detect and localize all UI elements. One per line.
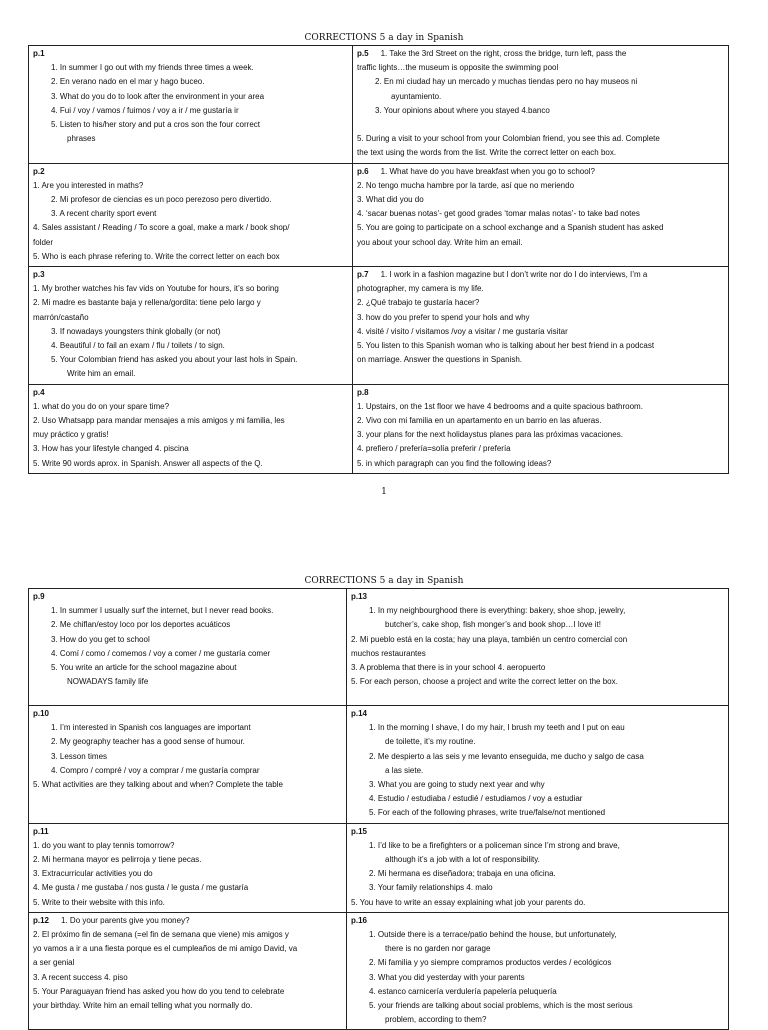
list-item: 2. Vivo con mi familia en un apartamento en un barrio en las afueras. [357, 416, 602, 426]
table-row [29, 589, 729, 706]
list-item: 1. What have do you have breakfast when you go to school? [380, 166, 595, 176]
list-item: 2. Mi profesor de ciencias es un poco perezoso pero divertido. [51, 195, 272, 205]
list-item: 2. Uso Whatsapp para mandar mensajes a mis amigos y mi familia, les [33, 416, 285, 426]
list-item: 1. In summer I usually surf the internet, but I never read books. [51, 606, 274, 616]
cell-left [29, 706, 347, 824]
list-item: 3. A problema that there is in your school 4. aeropuerto [351, 663, 546, 673]
list-item: 1. I’d like to be a firefighters or a policeman since I’m strong and brave, [369, 840, 620, 850]
page-label: p.10 [33, 709, 50, 718]
list-item: Write him an email. [67, 369, 136, 379]
list-item: 4. prefiero / prefería=solía preferir / prefería [357, 444, 511, 454]
list-item: 5. in which paragraph can you find the following ideas? [357, 458, 552, 468]
page-label: p.4 [33, 387, 45, 397]
list-item: 5. For each of the following phrases, write true/false/not mentioned [369, 808, 606, 818]
list-item: muchos restaurantes [351, 648, 426, 658]
cell-right [353, 267, 729, 385]
page-label: p.6 [357, 166, 369, 176]
list-item: 2. Me despierto a las seis y me levanto enseguida, me ducho y salgo de casa [369, 751, 644, 761]
list-item: marrón/castaño [33, 312, 89, 322]
cell-right [353, 163, 729, 266]
list-item: 3. What did you do [357, 195, 424, 205]
list-item: 5. For each person, choose a project and write the correct letter on the box. [351, 677, 618, 687]
list-item: 1. I’m interested in Spanish cos languages are important [51, 723, 251, 733]
list-item: 3. A recent success 4. piso [33, 972, 128, 982]
list-item: 3. Extracurricular activities you do [33, 869, 153, 879]
list-item: 3. Your opinions about where you stayed 4.banco [375, 105, 550, 115]
page-title: CORRECTIONS 5 a day in Spanish [304, 33, 464, 43]
list-item: 5. You listen to this Spanish woman who is talking about her best friend in a podcast [357, 341, 655, 351]
page-label: p.12 [33, 915, 50, 925]
list-item: 4. Compro / compré / voy a comprar / me gustaría comprar [51, 765, 260, 775]
corrections-table-1 [28, 45, 729, 474]
list-item: 2. Mi madre es bastante baja y rellena/gordita: tiene pelo largo y [33, 298, 261, 308]
page-label: p.11 [33, 826, 49, 836]
list-item: 1. do you want to play tennis tomorrow? [33, 840, 175, 850]
list-item: problem, according to them? [385, 1015, 487, 1025]
list-item: 4. Me gusta / me gustaba / nos gusta / le gusta / me gustaría [33, 883, 249, 893]
cell-left [29, 267, 353, 385]
list-item: ayuntamiento. [391, 91, 442, 101]
list-item: 3. A recent charity sport event [51, 209, 157, 219]
label-line [33, 914, 342, 928]
list-item: folder [33, 237, 54, 247]
list-item: 2. En verano nado en el mar y hago buceo. [51, 77, 205, 87]
list-item: 3. If nowadays youngsters think globally (or not) [51, 326, 221, 336]
list-item: 1. Do your parents give you money? [61, 915, 190, 925]
list-item: 3. How has your lifestyle changed 4. piscina [33, 444, 189, 454]
list-item: 4. estanco carnicería verdulería papelería peluquería [369, 986, 557, 996]
list-item: 1. My brother watches his fav vids on Youtube for hours, it’s so boring [33, 284, 279, 294]
list-item: 5. What activities are they talking about and when? Complete the table [33, 780, 283, 790]
cell-left [29, 589, 347, 706]
table-row [29, 384, 729, 473]
list-item: 4. Beautiful / to fail an exam / flu / toilets / to sign. [51, 341, 225, 351]
list-item: 3. What you did yesterday with your parents [369, 972, 525, 982]
list-item: 5. Listen to his/her story and put a cros son the four correct [51, 120, 260, 130]
list-item: 5. Your Colombian friend has asked you about your last hols in Spain. [51, 355, 298, 365]
list-item: 2. Mi hermana es diseñadora; trabaja en una oficina. [369, 869, 556, 879]
list-item: although it’s a job with a lot of responsibility. [385, 855, 540, 865]
list-item: a ser genial [33, 958, 75, 968]
list-item: muy práctico y gratis! [33, 430, 109, 440]
table-row [29, 267, 729, 385]
cell-left [29, 46, 353, 164]
list-item: 5. During a visit to your school from your Colombian friend, you see this ad. Complete [357, 134, 660, 144]
list-item: NOWADAYS family life [67, 677, 149, 687]
page-label: p.3 [33, 270, 45, 280]
table-row [29, 46, 729, 164]
list-item: 2. Mi pueblo está en la costa; hay una playa, también un centro comercial con [351, 634, 628, 644]
list-item: 1. Are you interested in maths? [33, 180, 144, 190]
cell-right [347, 912, 729, 1030]
page-label: p.7 [357, 270, 369, 280]
list-item: 3. What you are going to study next year and why [369, 780, 545, 790]
list-item: 4. Estudio / estudiaba / estudié / estudiamos / voy a estudiar [369, 794, 583, 804]
list-item: 1. Outside there is a terrace/patio behind the house, but unfortunately, [369, 930, 617, 940]
list-item: there is no garden nor garage [385, 944, 491, 954]
page-label: p.1 [33, 49, 45, 58]
list-item: 4. Fui / voy / vamos / fuimos / voy a ir / me gustaría ir [51, 105, 239, 115]
list-item: phrases [67, 134, 96, 144]
list-item: 4. visité / visito / visitamos /voy a visitar / me gustaría visitar [357, 326, 568, 336]
list-item: 2. My geography teacher has a good sense of humour. [51, 737, 245, 747]
list-item: 1. In summer I go out with my friends three times a week. [51, 63, 254, 73]
list-item: 5. Write to their website with this info. [33, 897, 165, 907]
list-item: 5. You have to write an essay explaining what job your parents do. [351, 897, 586, 907]
list-item: 2. En mi ciudad hay un mercado y muchas tiendas pero no hay museos ni [375, 77, 638, 87]
cell-left [29, 384, 353, 473]
page-label: p.9 [33, 592, 45, 601]
page-number: 1 [381, 487, 387, 497]
list-item: 2. Mi familia y yo siempre compramos productos verdes / ecológicos [369, 958, 612, 968]
table-row [29, 163, 729, 266]
list-item: 1. In the morning I shave, I do my hair, I brush my teeth and I put on eau [369, 723, 625, 733]
list-item: photographer, my camera is my life. [357, 284, 484, 294]
list-item: 2. No tengo mucha hambre por la tarde, así que no meriendo [357, 180, 575, 190]
list-item: you about your school day. Write him an email. [357, 237, 523, 247]
cell-left [29, 163, 353, 266]
cell-right [347, 823, 729, 912]
label-line [357, 268, 724, 282]
list-item: 4. Sales assistant / Reading / To score a goal, make a mark / book shop/ [33, 223, 290, 233]
list-item: a las siete. [385, 765, 424, 775]
list-item: 2. Me chiflan/estoy loco por los deportes acuáticos [51, 620, 231, 630]
page-label: p.14 [351, 709, 368, 718]
cell-left [29, 823, 347, 912]
label-line [357, 47, 724, 61]
list-item: 2. ¿Qué trabajo te gustaría hacer? [357, 298, 480, 308]
list-item: 5. You are going to participate on a school exchange and a Spanish student has asked [357, 223, 664, 233]
list-item: yo vamos a ir a una fiesta porque es el cumpleaños de mi amigo David, va [33, 944, 298, 954]
list-item: butcher’s, cake shop, fish monger’s and book shop…I love it! [385, 620, 601, 630]
list-item: 1. Take the 3rd Street on the right, cross the bridge, turn left, pass the [380, 49, 627, 58]
page-label: p.16 [351, 915, 368, 925]
list-item: 1. I work in a fashion magazine but I don’t write nor do I do interviews, I’m a [380, 270, 648, 280]
list-item: 1. what do you do on your spare time? [33, 401, 170, 411]
list-item: de toilette, it’s my routine. [385, 737, 476, 747]
list-item: 3. your plans for the next holidaystus planes para las próximas vacaciones. [357, 430, 623, 440]
list-item: 4. ‘sacar buenas notas’- get good grades ‘tomar malas notas’- to take bad notes [357, 209, 640, 219]
list-item: 2. Mi hermana mayor es pelirroja y tiene pecas. [33, 855, 202, 865]
list-item: 3. What do you do to look after the environment in your area [51, 91, 265, 101]
list-item: 3. Your family relationships 4. malo [369, 883, 493, 893]
table-row [29, 823, 729, 912]
list-item: 1. In my neighbourghood there is everything: bakery, shoe shop, jewelry, [369, 606, 626, 616]
list-item: 5. You write an article for the school magazine about [51, 663, 237, 673]
cell-right [347, 589, 729, 706]
cell-right [347, 706, 729, 824]
list-item: 5. your friends are talking about social problems, which is the most serious [369, 1001, 633, 1011]
cell-left [29, 912, 347, 1030]
list-item: 5. Write 90 words aprox. in Spanish. Answer all aspects of the Q. [33, 458, 263, 468]
list-item: 1. Upstairs, on the 1st floor we have 4 bedrooms and a quite spacious bathroom. [357, 401, 643, 411]
list-item: 4. Comí / como / comemos / voy a comer / me gustaría comer [51, 648, 271, 658]
list-item: 3. How do you get to school [51, 634, 150, 644]
list-item: 2. El próximo fin de semana (=el fin de semana que viene) mis amigos y [33, 930, 289, 940]
corrections-table-2 [28, 588, 729, 1030]
list-item: 5. Your Paraguayan friend has asked you how do you tend to celebrate [33, 986, 285, 996]
list-item: 3. Lesson times [51, 751, 108, 761]
list-item: your birthday. Write him an email telling what you normally do. [33, 1001, 253, 1011]
list-item: the text using the words from the list. Write the correct letter on each box. [357, 148, 617, 158]
table-row [29, 912, 729, 1030]
page-label: p.13 [351, 592, 368, 601]
page-title-2: CORRECTIONS 5 a day in Spanish [304, 576, 464, 586]
page-label: p.8 [357, 387, 369, 397]
list-item: 3. how do you prefer to spend your hols and why [357, 312, 530, 322]
cell-right [353, 384, 729, 473]
list-item: on marriage. Answer the questions in Spanish. [357, 355, 522, 365]
page-label: p.15 [351, 826, 368, 836]
list-item: traffic lights…the museum is opposite the swimming pool [357, 63, 559, 73]
list-item [357, 118, 724, 132]
cell-right [353, 46, 729, 164]
page-label: p.2 [33, 166, 45, 176]
page-label: p.5 [357, 49, 369, 58]
table-row [29, 706, 729, 824]
label-line [357, 165, 724, 179]
list-item: 5. Who is each phrase refering to. Write the correct letter on each box [33, 251, 280, 261]
